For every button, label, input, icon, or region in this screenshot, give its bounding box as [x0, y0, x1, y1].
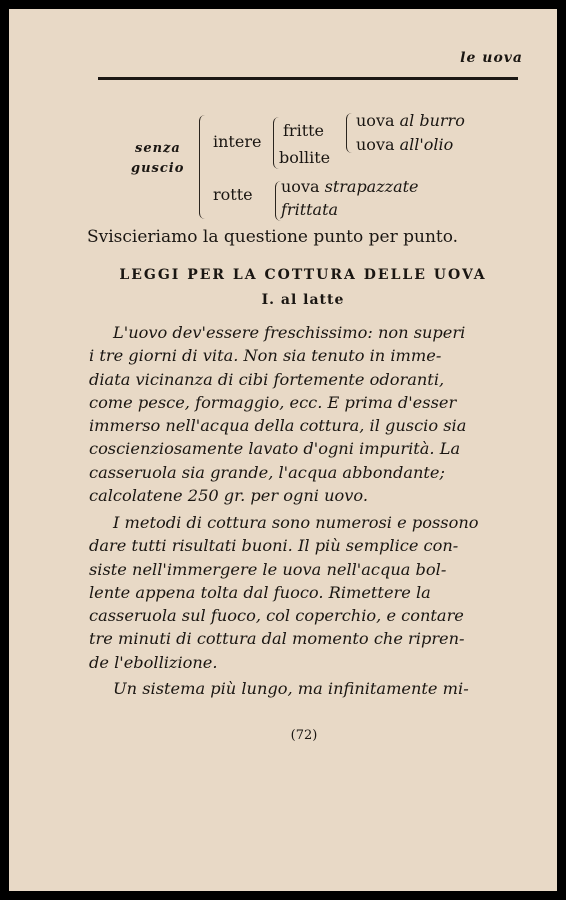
- leaf-frittata: frittata: [281, 200, 339, 219]
- leaf-strapazzate-prefix: uova: [281, 177, 320, 196]
- paragraph-line: come pesce, formaggio, ecc. E prima d'esser: [89, 392, 457, 412]
- paragraph-line: coscienziosamente lavato d'ogni impurità. La: [89, 439, 461, 459]
- paragraph-line: casseruola sul fuoco, col coperchio, e contare: [89, 606, 464, 626]
- paragraph-line: tre minuti di cottura dal momento che ripren-: [89, 629, 465, 649]
- scheme-root-line-2: guscio: [131, 161, 185, 176]
- leaf-uova-burro-prefix: uova: [356, 111, 395, 130]
- fritte-brace: [346, 113, 352, 153]
- paragraph-line: de l'ebollizione.: [89, 652, 218, 672]
- leaf-uova-olio: [356, 135, 453, 154]
- paragraph-1: [89, 321, 519, 507]
- leaf-uova-burro: [356, 111, 465, 130]
- paragraph-line: diata vicinanza di cibi fortemente odoranti,: [89, 369, 445, 389]
- leaf-bollite: bollite: [279, 148, 331, 167]
- root-brace: [199, 115, 208, 219]
- branch-intere: intere: [213, 132, 262, 151]
- paragraph-line: casseruola sia grande, l'acqua abbondante;: [89, 462, 445, 482]
- paragraph-line: L'uovo dev'essere freschissimo: non superi: [113, 323, 466, 342]
- paragraph-line: calcolatene 250 gr. per ogni uovo.: [89, 486, 369, 506]
- scheme-root-line-1: senza: [135, 141, 181, 156]
- leaf-fritte: fritte: [283, 121, 325, 140]
- leaf-uova-burro-suffix: al burro: [399, 111, 465, 130]
- paragraph-line: i tre giorni di vita. Non sia tenuto in imme-: [89, 346, 442, 366]
- classification-scheme: [9, 9, 557, 229]
- paragraph-line: immerso nell'acqua della cottura, il guscio sia: [89, 416, 467, 436]
- leaf-uova-olio-suffix: all'olio: [399, 135, 454, 154]
- paragraph-line: I metodi di cottura sono numerosi e possono: [113, 513, 479, 532]
- branch-rotte: rotte: [213, 185, 253, 204]
- intro-line: Sviscieriamo la questione punto per punto.: [87, 227, 459, 247]
- paragraph-line: Un sistema più lungo, ma infinitamente mi-: [113, 679, 469, 698]
- subsection-title: I. al latte: [261, 292, 345, 308]
- section-title: LEGGI PER LA COTTURA DELLE UOVA: [119, 267, 487, 283]
- page-number: (72): [290, 728, 318, 743]
- book-page: [9, 9, 557, 891]
- paragraph-3: [89, 677, 519, 700]
- paragraph-line: dare tutti risultati buoni. Il più semplice con-: [89, 536, 459, 556]
- paragraph-line: lente appena tolta dal fuoco. Rimettere la: [89, 582, 431, 602]
- leaf-uova-strapazzate: [281, 177, 419, 196]
- paragraph-2: [89, 511, 519, 674]
- leaf-strapazzate-suffix: strapazzate: [324, 177, 419, 196]
- leaf-uova-olio-prefix: uova: [356, 135, 395, 154]
- running-header: le uova: [460, 50, 523, 66]
- paragraph-line: siste nell'immergere le uova nell'acqua bol-: [89, 559, 447, 579]
